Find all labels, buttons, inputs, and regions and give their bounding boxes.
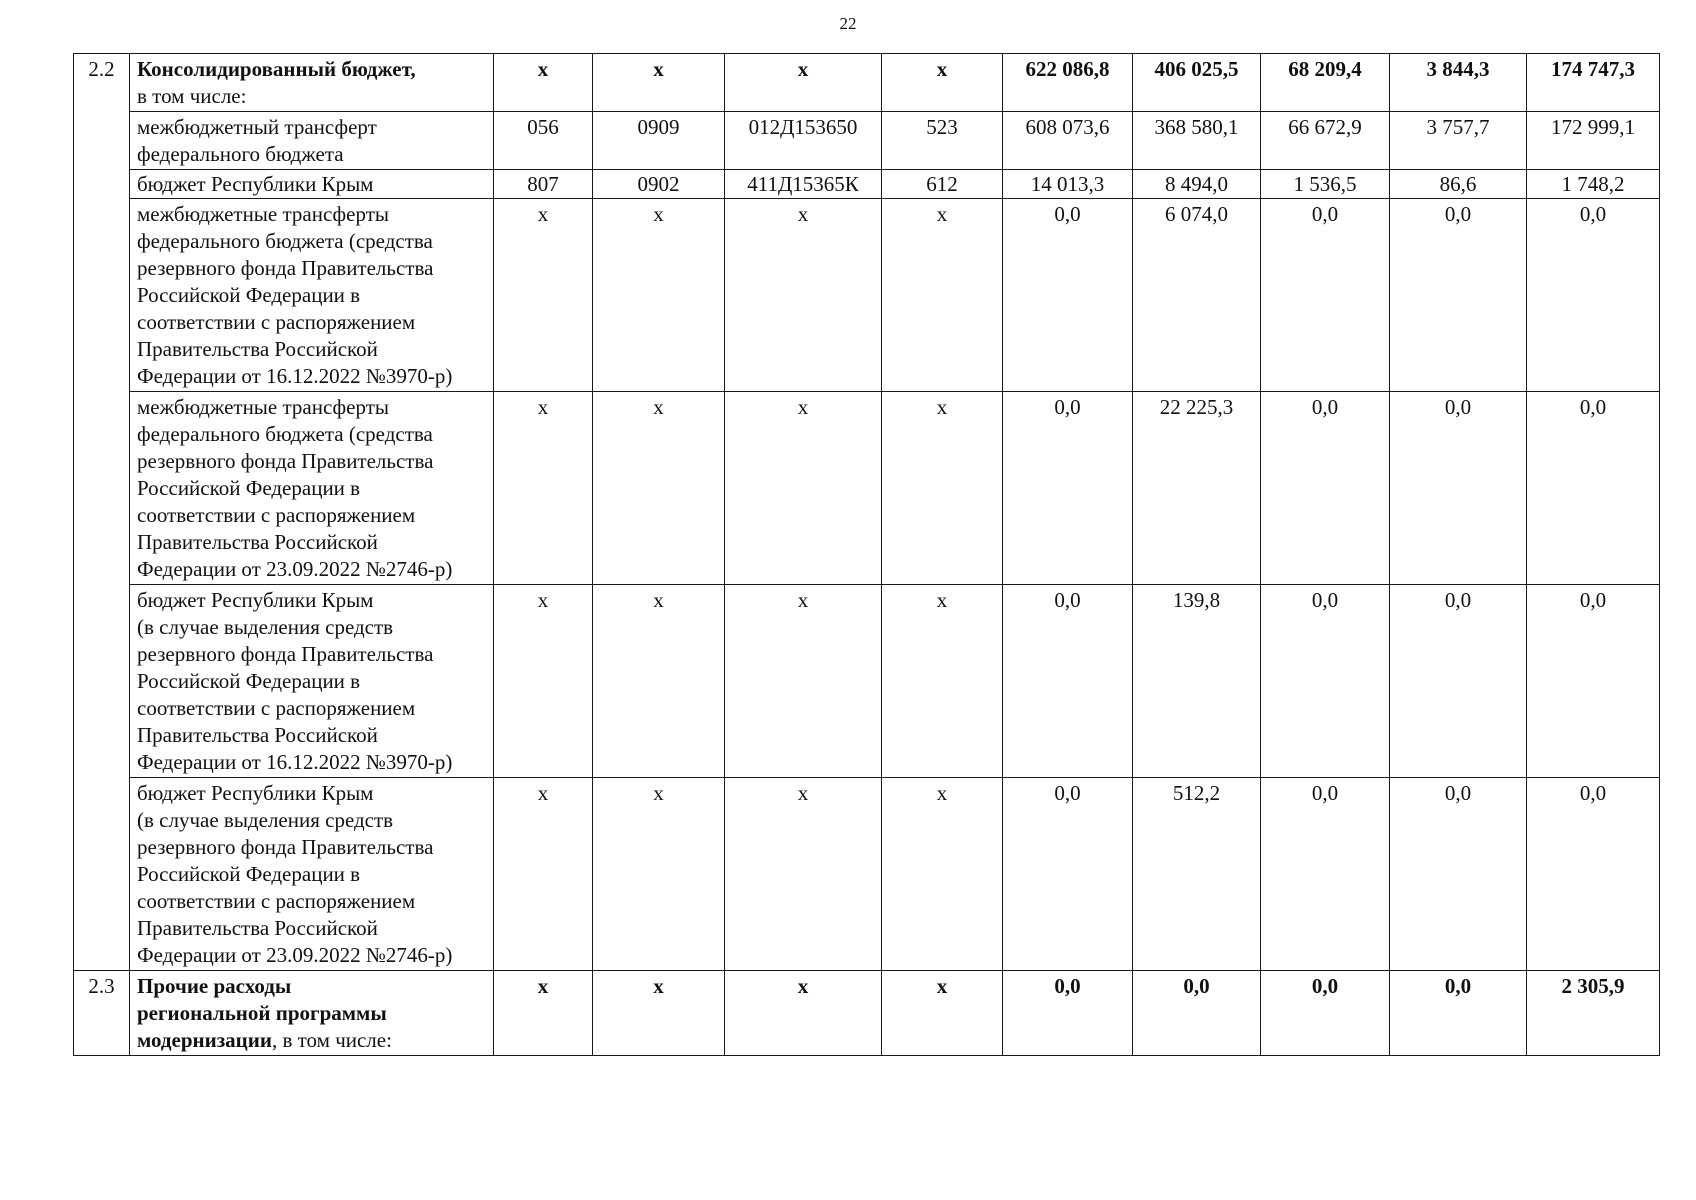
value-cell: 1 748,2 bbox=[1527, 170, 1660, 199]
table-row bbox=[74, 392, 1660, 585]
value-cell: 0,0 bbox=[1390, 778, 1527, 971]
description-line: резервного фонда Правительства bbox=[137, 642, 434, 666]
page-number: 22 bbox=[839, 14, 857, 33]
section-code-cell: x bbox=[593, 199, 725, 392]
description-cell bbox=[130, 971, 494, 1056]
description-line: Правительства Российской bbox=[137, 337, 378, 361]
value-cell: 0,0 bbox=[1261, 392, 1390, 585]
target-code-cell: x bbox=[725, 54, 882, 112]
value-cell: 8 494,0 bbox=[1133, 170, 1261, 199]
expense-type-cell: x bbox=[882, 392, 1003, 585]
row-number-cell: 2.3 bbox=[74, 971, 130, 1056]
description-line: Правительства Российской bbox=[137, 530, 378, 554]
description-cell bbox=[130, 112, 494, 170]
section-code-cell: 0902 bbox=[593, 170, 725, 199]
description-cell bbox=[130, 585, 494, 778]
value-cell: 0,0 bbox=[1527, 392, 1660, 585]
section-code-cell: x bbox=[593, 778, 725, 971]
description-line: соответствии с распоряжением bbox=[137, 696, 416, 720]
value-cell: 0,0 bbox=[1261, 971, 1390, 1056]
expense-type-cell: x bbox=[882, 54, 1003, 112]
description-text: , в том числе: bbox=[271, 1028, 392, 1052]
value-cell: 0,0 bbox=[1003, 199, 1133, 392]
value-cell: 406 025,5 bbox=[1133, 54, 1261, 112]
value-cell: 368 580,1 bbox=[1133, 112, 1261, 170]
admin-code-cell: x bbox=[494, 392, 593, 585]
description-line: бюджет Республики Крым bbox=[137, 781, 374, 805]
value-cell: 68 209,4 bbox=[1261, 54, 1390, 112]
value-cell: 0,0 bbox=[1390, 971, 1527, 1056]
value-cell: 1 536,5 bbox=[1261, 170, 1390, 199]
row-number-cell: 2.2 bbox=[74, 54, 130, 971]
value-cell: 0,0 bbox=[1003, 778, 1133, 971]
table-row bbox=[74, 778, 1660, 971]
description-line: Российской Федерации в bbox=[137, 476, 361, 500]
description-line: резервного фонда Правительства bbox=[137, 835, 434, 859]
value-cell: 0,0 bbox=[1527, 199, 1660, 392]
description-line: соответствии с распоряжением bbox=[137, 503, 416, 527]
table-row bbox=[74, 54, 1660, 112]
section-code-cell: x bbox=[593, 971, 725, 1056]
target-code-cell: 411Д15365К bbox=[725, 170, 882, 199]
expense-type-cell: x bbox=[882, 199, 1003, 392]
table-row bbox=[74, 971, 1660, 1056]
value-cell: 0,0 bbox=[1003, 392, 1133, 585]
expense-type-cell: x bbox=[882, 971, 1003, 1056]
target-code-cell: x bbox=[725, 971, 882, 1056]
admin-code-cell: x bbox=[494, 199, 593, 392]
description-cell bbox=[130, 199, 494, 392]
value-cell: 6 074,0 bbox=[1133, 199, 1261, 392]
admin-code-cell: x bbox=[494, 971, 593, 1056]
description-bold: модернизации bbox=[137, 1028, 272, 1052]
admin-code-cell: x bbox=[494, 585, 593, 778]
description-bold: Прочие расходы bbox=[137, 974, 292, 998]
description-bold: Консолидированный бюджет, bbox=[137, 57, 416, 81]
description-line: межбюджетные трансферты bbox=[137, 202, 389, 226]
description-line: Российской Федерации в bbox=[137, 669, 361, 693]
admin-code-cell: 056 bbox=[494, 112, 593, 170]
description-line: соответствии с распоряжением bbox=[137, 889, 416, 913]
description-cell bbox=[130, 392, 494, 585]
value-cell: 0,0 bbox=[1261, 199, 1390, 392]
value-cell: 66 672,9 bbox=[1261, 112, 1390, 170]
expense-type-cell: 612 bbox=[882, 170, 1003, 199]
description-line: Российской Федерации в bbox=[137, 283, 361, 307]
description-line: федерального бюджета (средства bbox=[137, 422, 433, 446]
value-cell: 174 747,3 bbox=[1527, 54, 1660, 112]
description-line: межбюджетные трансферты bbox=[137, 395, 389, 419]
description-line: федерального бюджета (средства bbox=[137, 229, 433, 253]
value-cell: 0,0 bbox=[1390, 392, 1527, 585]
table-row bbox=[74, 585, 1660, 778]
value-cell: 0,0 bbox=[1133, 971, 1261, 1056]
target-code-cell: 012Д153650 bbox=[725, 112, 882, 170]
description-line: резервного фонда Правительства bbox=[137, 256, 434, 280]
expense-type-cell: 523 bbox=[882, 112, 1003, 170]
value-cell: 0,0 bbox=[1527, 778, 1660, 971]
value-cell: 0,0 bbox=[1003, 971, 1133, 1056]
value-cell: 0,0 bbox=[1390, 585, 1527, 778]
section-code-cell: 0909 bbox=[593, 112, 725, 170]
admin-code-cell: x bbox=[494, 778, 593, 971]
target-code-cell: x bbox=[725, 585, 882, 778]
section-code-cell: x bbox=[593, 585, 725, 778]
description-line: Правительства Российской bbox=[137, 723, 378, 747]
value-cell: 622 086,8 bbox=[1003, 54, 1133, 112]
value-cell: 0,0 bbox=[1390, 199, 1527, 392]
admin-code-cell: 807 bbox=[494, 170, 593, 199]
description-line: бюджет Республики Крым bbox=[137, 172, 374, 196]
value-cell: 0,0 bbox=[1527, 585, 1660, 778]
description-line: Федерации от 23.09.2022 №2746-р) bbox=[137, 557, 453, 581]
description-line: Федерации от 23.09.2022 №2746-р) bbox=[137, 943, 453, 967]
description-line: Федерации от 16.12.2022 №3970-р) bbox=[137, 364, 453, 388]
description-cell bbox=[130, 778, 494, 971]
admin-code-cell: x bbox=[494, 54, 593, 112]
description-cell bbox=[130, 170, 494, 199]
description-line: межбюджетный трансферт bbox=[137, 115, 377, 139]
description-line: резервного фонда Правительства bbox=[137, 449, 434, 473]
value-cell: 3 844,3 bbox=[1390, 54, 1527, 112]
description-line: Российской Федерации в bbox=[137, 862, 361, 886]
description-line: (в случае выделения средств bbox=[137, 808, 394, 832]
section-code-cell: x bbox=[593, 392, 725, 585]
description-cell bbox=[130, 54, 494, 112]
description-line: Федерации от 16.12.2022 №3970-р) bbox=[137, 750, 453, 774]
target-code-cell: x bbox=[725, 199, 882, 392]
description-line: бюджет Республики Крым bbox=[137, 588, 374, 612]
value-cell: 2 305,9 bbox=[1527, 971, 1660, 1056]
value-cell: 0,0 bbox=[1003, 585, 1133, 778]
description-text: в том числе: bbox=[137, 84, 247, 108]
description-line: (в случае выделения средств bbox=[137, 615, 394, 639]
expense-type-cell: x bbox=[882, 585, 1003, 778]
table-row bbox=[74, 112, 1660, 170]
description-line: соответствии с распоряжением bbox=[137, 310, 416, 334]
target-code-cell: x bbox=[725, 778, 882, 971]
table-row bbox=[74, 170, 1660, 199]
value-cell: 86,6 bbox=[1390, 170, 1527, 199]
table-row bbox=[74, 199, 1660, 392]
value-cell: 0,0 bbox=[1261, 585, 1390, 778]
description-bold: региональной программы bbox=[137, 1001, 387, 1025]
value-cell: 512,2 bbox=[1133, 778, 1261, 971]
value-cell: 139,8 bbox=[1133, 585, 1261, 778]
target-code-cell: x bbox=[725, 392, 882, 585]
value-cell: 3 757,7 bbox=[1390, 112, 1527, 170]
description-line: федерального бюджета bbox=[137, 142, 344, 166]
section-code-cell: x bbox=[593, 54, 725, 112]
value-cell: 172 999,1 bbox=[1527, 112, 1660, 170]
expense-type-cell: x bbox=[882, 778, 1003, 971]
value-cell: 14 013,3 bbox=[1003, 170, 1133, 199]
value-cell: 22 225,3 bbox=[1133, 392, 1261, 585]
value-cell: 608 073,6 bbox=[1003, 112, 1133, 170]
description-line: Правительства Российской bbox=[137, 916, 378, 940]
budget-table bbox=[73, 53, 1660, 1056]
value-cell: 0,0 bbox=[1261, 778, 1390, 971]
